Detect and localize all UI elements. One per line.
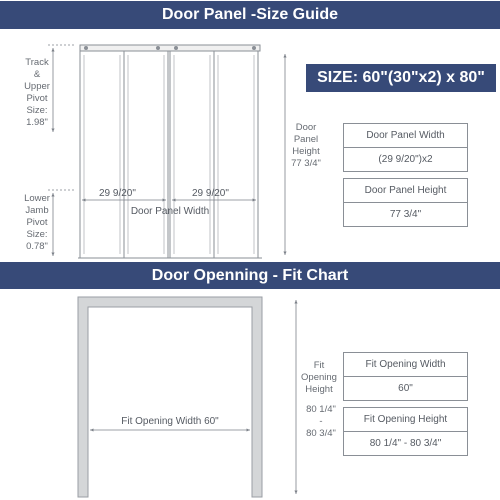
panel-height-title: Door Panel Height	[344, 179, 467, 203]
label-line: 77 3/4"	[291, 158, 321, 169]
fit-height-box	[343, 407, 468, 456]
fit-width-box	[343, 352, 468, 401]
door-panels	[78, 51, 262, 258]
panel-width-value: (29 9/20")x2	[378, 154, 433, 165]
label-line: Jamb	[25, 205, 49, 216]
left-panel-width: 29 9/20"	[99, 188, 136, 199]
fit-height-range	[298, 404, 344, 440]
label-line: Size:	[26, 105, 48, 116]
fit-width-label: Fit Opening Width 60"	[121, 416, 219, 427]
fit-height-title: Fit Opening Height	[344, 408, 467, 432]
panel-height-label	[287, 122, 325, 170]
label-line: Fit	[313, 360, 325, 371]
size-guide-header: Door Panel -Size Guide	[0, 1, 500, 29]
panel-height-value: 77 3/4"	[389, 209, 422, 220]
label-line: Lower	[24, 193, 50, 204]
label-line: Height	[292, 146, 320, 157]
panel-width-title: Door Panel Width	[344, 124, 467, 148]
top-track	[80, 45, 260, 51]
label-line: Size:	[26, 229, 48, 240]
label-line: Door	[295, 122, 317, 133]
label-line: Upper	[24, 81, 50, 92]
panel-height-box	[343, 178, 468, 227]
right-panel-width: 29 9/20"	[192, 188, 229, 199]
label-line: -	[319, 416, 323, 427]
fit-chart-header: Door Openning - Fit Chart	[0, 262, 500, 289]
panel-width-box	[343, 123, 468, 172]
opening-frame	[78, 297, 262, 497]
lower-pivot-label	[18, 193, 56, 253]
label-line: Opening	[301, 372, 337, 383]
fit-width-title: Fit Opening Width	[344, 353, 467, 377]
label-line: Height	[305, 384, 333, 395]
fit-height-value: 80 1/4" - 80 3/4"	[369, 438, 442, 449]
label-line: Pivot	[26, 217, 48, 228]
label-line: Panel	[293, 134, 319, 145]
label-line: 0.78"	[26, 241, 48, 252]
track-pivot-label	[18, 57, 56, 129]
fit-height-label	[296, 360, 342, 396]
label-line: &	[33, 69, 41, 80]
label-line: 1.98"	[26, 117, 48, 128]
panel-width-label: Door Panel Width	[130, 206, 210, 217]
label-line: Pivot	[26, 93, 48, 104]
label-line: 80 1/4"	[306, 404, 336, 415]
size-badge: SIZE: 60"(30"x2) x 80"	[306, 64, 496, 92]
label-line: Track	[25, 57, 49, 68]
fit-width-value: 60"	[398, 383, 413, 394]
label-line: 80 3/4"	[306, 428, 336, 439]
